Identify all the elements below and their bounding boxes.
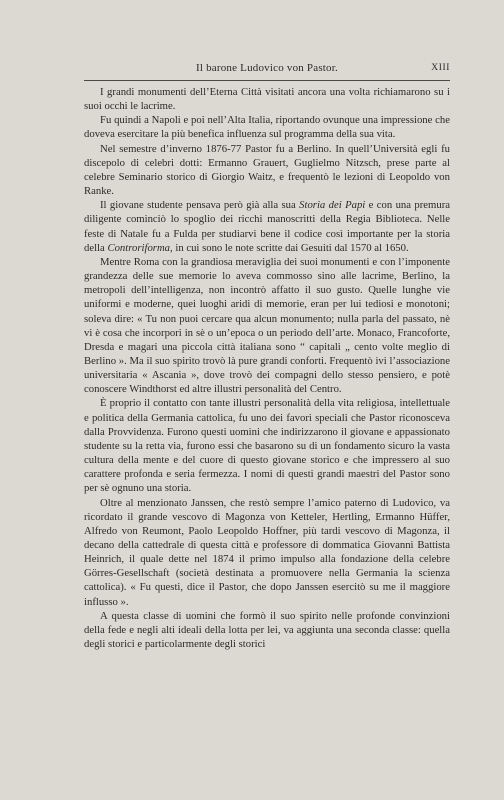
paragraph: Il giovane studente pensava però già alla sua Storia dei Papi e con una premura diligente cominciò lo spoglio dei ricchi manoscritti della Regia Biblioteca. Nelle feste di Natale fu a Fulda per studiarvi bene il codice così importante per la storia della Controriforma, in cui sono le note scritte dai Gesuiti dal 1570 al 1650.: [84, 199, 451, 254]
paragraph: I grandi monumenti dell’Eterna Città visitati ancora una volta richiamarono su i suoi occhi le lacrime.: [84, 86, 450, 113]
page-header: [84, 62, 450, 78]
paragraph: È proprio il contatto con tante illustri personalità della vita religiosa, intellettuale e politica della Germania cattolica, fu uno dei favori speciali che Pastor riconosceva dalla Provvidenza. Furono questi uomini che indirizzarono il giovane e appassionato studente su la retta via, furono essi che basarono su di un fondamento sicuro la vasta cultura della mente e del cuore di questo giovane storico e che impressero al suo carattere profonda e seria fermezza. I nomi di questi grandi maestri del Pastor sono per sè ognuno una storia.: [84, 397, 450, 495]
paragraph: Nel semestre d’inverno 1876-77 Pastor fu a Berlino. In quell’Università egli fu discepolo di celebri dotti: Ermanno Grauert, Guglielmo Nitzsch, prese parte al celebre Seminario storico di Giorgio Waitz, e frequentò le lezioni di Leopoldo von Ranke.: [84, 142, 450, 198]
paragraph: Oltre al menzionato Janssen, che restò sempre l’amico paterno di Ludovico, va ricordato il grande vescovo di Magonza von Ketteler, Hertling, Ermanno Hüffer, Alfredo von Reumont, Paolo Leopoldo Hoffner, più tardi vescovo di Magonza, il decano della cattedrale di questa città e professore di dommatica Giovanni Battista Heinrich, il quale dette nel 1874 il primo impulso alla fondazione della celebre Görres-Gesellschaft (società destinata a promuovere nella Germania la scienza cattolica). « Fu questi, dice il Pastor, che dopo Janssen esercitò su me il maggiore influsso ».: [84, 496, 450, 608]
italic-title: Controriforma: [107, 241, 171, 254]
paragraph: Mentre Roma con la grandiosa meraviglia dei suoi monumenti e con l’imponente grandezza delle sue memorie lo aveva commosso sino alle lacrime, Berlino, la metropoli dell’intelligenza, non incontrò affatto il suo gusto. Quelle lunghe vie uniformi e moderne, quei luoghi aridi di memorie, eran per lui tediosi e monotoni; soleva dire: « Tu non puoi cercare qua alcun monumento; nulla parla del passato, nè vi è cosa che incorpori in sè o un’epoca o un periodo dell’arte. Monaco, Francoforte, Dresda e magari una piccola città italiana sono “ capitali „ cento volte meglio di Berlino ». Ma il suo spirito trovò là pure grandi conforti. Frequentò ivi l’associazione universitaria « Ascania », dove trovò dei compagni dello stesso pensiero, e potè conoscere Windthorst ed altre illustri personalità del Centro.: [84, 255, 450, 396]
page-number: XIII: [431, 63, 450, 73]
body-text: [84, 85, 450, 651]
paragraph: A questa classe di uomini che formò il suo spirito nelle profonde convinzioni della fede e negli alti ideali della lotta per lei, va aggiunta una seconda classe: quella degli storici e particolarmente degli storici: [84, 609, 450, 651]
paragraph: Fu quindi a Napoli e poi nell’Alta Italia, riportando ovunque una impressione che doveva esercitare la più benefica influenza sul programma della sua vita.: [84, 114, 450, 141]
italic-title: Storia dei Papi: [299, 199, 366, 212]
header-rule: [84, 80, 450, 81]
running-title: Il barone Ludovico von Pastor.: [196, 62, 338, 74]
